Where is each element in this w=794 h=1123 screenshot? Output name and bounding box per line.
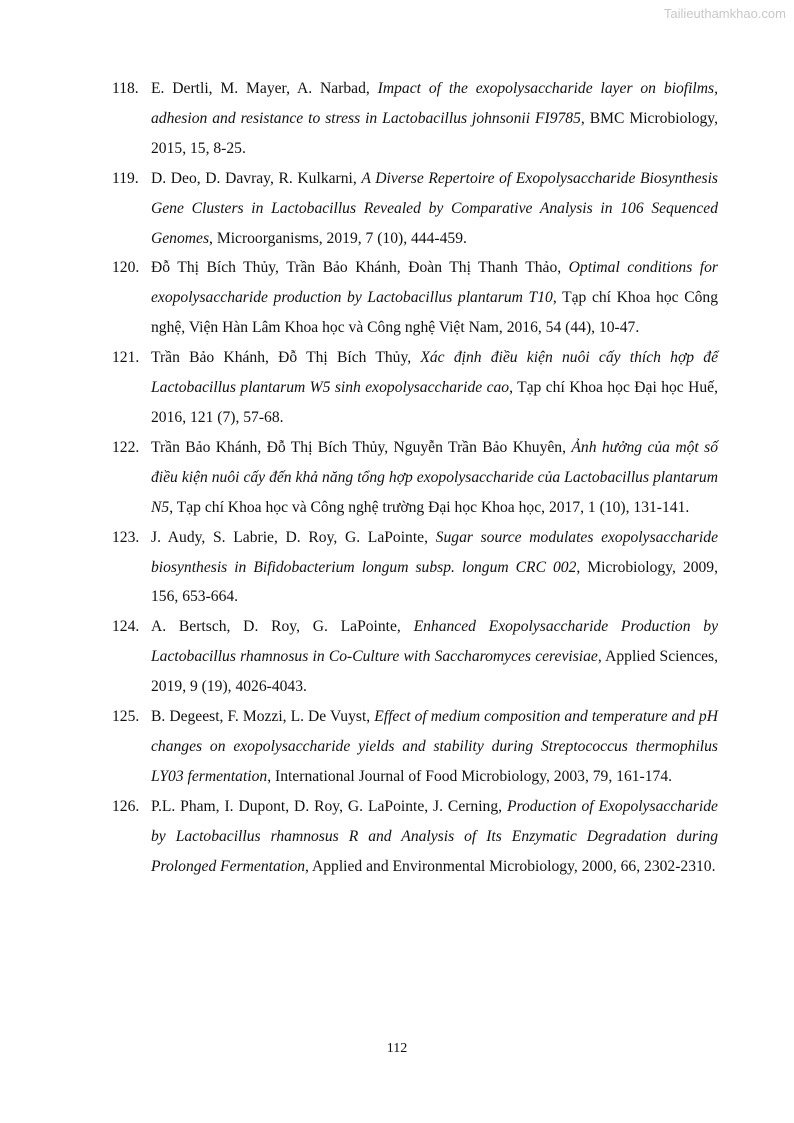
reference-number: 123.: [112, 528, 140, 546]
reference-text: [151, 74, 718, 164]
reference-text: [151, 792, 718, 882]
reference-title: Effect of medium composition and temperature and pH changes on exopolysaccharide yields and stability during Streptococcus thermophilus LY03 fermentation: [151, 708, 718, 785]
reference-text: [151, 523, 718, 613]
reference-item: [112, 702, 718, 792]
reference-item: [112, 74, 718, 164]
reference-item: [112, 343, 718, 433]
reference-title: A Diverse Repertoire of Exopolysaccharide Biosynthesis Gene Clusters in Lactobacillus Revealed by Comparative Analysis in 106 Sequenced Genomes: [151, 169, 718, 247]
reference-authors: Đỗ Thị Bích Thủy, Trần Bảo Khánh, Đoàn Thị Thanh Thảo,: [151, 259, 569, 277]
reference-source: , Microorganisms, 2019, 7 (10), 444-459.: [209, 229, 467, 247]
reference-item: [112, 792, 718, 882]
reference-authors: Trần Bảo Khánh, Đỗ Thị Bích Thủy,: [151, 349, 421, 367]
reference-text: [151, 433, 718, 523]
reference-source: , Tạp chí Khoa học Công nghệ, Viện Hàn Lâm Khoa học và Công nghệ Việt Nam, 2016, 54 (44), 10-47.: [151, 289, 718, 337]
reference-source: , Tạp chí Khoa học và Công nghệ trường Đại học Khoa học, 2017, 1 (10), 131-141.: [169, 498, 690, 516]
reference-text: [151, 702, 718, 792]
reference-number: 118.: [112, 80, 139, 97]
reference-source: , Microbiology, 2009, 156, 653-664.: [151, 558, 718, 606]
reference-item: [112, 612, 718, 702]
reference-item: [112, 433, 718, 523]
reference-title: Impact of the exopolysaccharide layer on biofilms, adhesion and resistance to stress in Lactobacillus johnsonii FI9785: [151, 80, 718, 127]
reference-number: 119.: [112, 169, 139, 187]
reference-authors: A. Bertsch, D. Roy, G. LaPointe,: [151, 618, 414, 636]
reference-title: Optimal conditions for exopolysaccharide production by Lactobacillus plantarum T10: [151, 259, 718, 307]
reference-text: [151, 253, 718, 343]
reference-number: 125.: [112, 708, 140, 726]
reference-title: Sugar source modulates exopolysaccharide biosynthesis in Bifidobacterium longum subsp. longum CRC 002: [151, 528, 718, 576]
reference-authors: B. Degeest, F. Mozzi, L. De Vuyst,: [151, 708, 375, 726]
reference-title: Ảnh hưởng của một số điều kiện nuôi cấy đến khả năng tổng hợp exopolysaccharide của Lactobacillus plantarum N5: [151, 438, 718, 516]
reference-source: , Applied Sciences, 2019, 9 (19), 4026-4043.: [151, 648, 718, 696]
reference-text: [151, 612, 718, 702]
reference-source: , BMC Microbiology, 2015, 15, 8-25.: [151, 109, 718, 157]
reference-authors: E. Dertli, M. Mayer, A. Narbad,: [151, 80, 378, 97]
reference-number: 124.: [112, 618, 140, 636]
reference-authors: D. Deo, D. Davray, R. Kulkarni,: [151, 169, 362, 187]
reference-number: 120.: [112, 259, 140, 277]
page-number: 112: [386, 1041, 408, 1056]
reference-source: , International Journal of Food Microbiology, 2003, 79, 161-174.: [267, 767, 673, 785]
reference-item: [112, 523, 718, 613]
reference-number: 121.: [112, 349, 140, 367]
watermark: Tailieuthamkhao.com: [663, 6, 786, 21]
reference-item: [112, 253, 718, 343]
reference-source: , Tạp chí Khoa học Đại học Huế, 2016, 121 (7), 57-68.: [151, 379, 719, 426]
reference-title: Production of Exopolysaccharide by Lactobacillus rhamnosus R and Analysis of Its Enzymatic Degradation during Prolonged Fermentation: [151, 797, 718, 875]
reference-title: Xác định điều kiện nuôi cấy thích hợp để Lactobacillus plantarum W5 sinh exopolysaccharide cao: [151, 349, 719, 397]
reference-list: [112, 74, 718, 881]
reference-text: [151, 343, 718, 433]
reference-source: , Applied and Environmental Microbiology, 2000, 66, 2302-2310.: [305, 857, 716, 875]
reference-title: Enhanced Exopolysaccharide Production by Lactobacillus rhamnosus in Co-Culture with Saccharomyces cerevisiae: [151, 618, 718, 666]
reference-number: 122.: [112, 438, 140, 456]
reference-authors: P.L. Pham, I. Dupont, D. Roy, G. LaPointe, J. Cerning,: [151, 797, 507, 815]
reference-number: 126.: [112, 797, 140, 815]
reference-authors: J. Audy, S. Labrie, D. Roy, G. LaPointe,: [151, 528, 436, 546]
reference-text: [151, 164, 718, 254]
reference-item: [112, 164, 718, 254]
reference-authors: Trần Bảo Khánh, Đỗ Thị Bích Thủy, Nguyễn Trần Bảo Khuyên,: [151, 438, 572, 456]
